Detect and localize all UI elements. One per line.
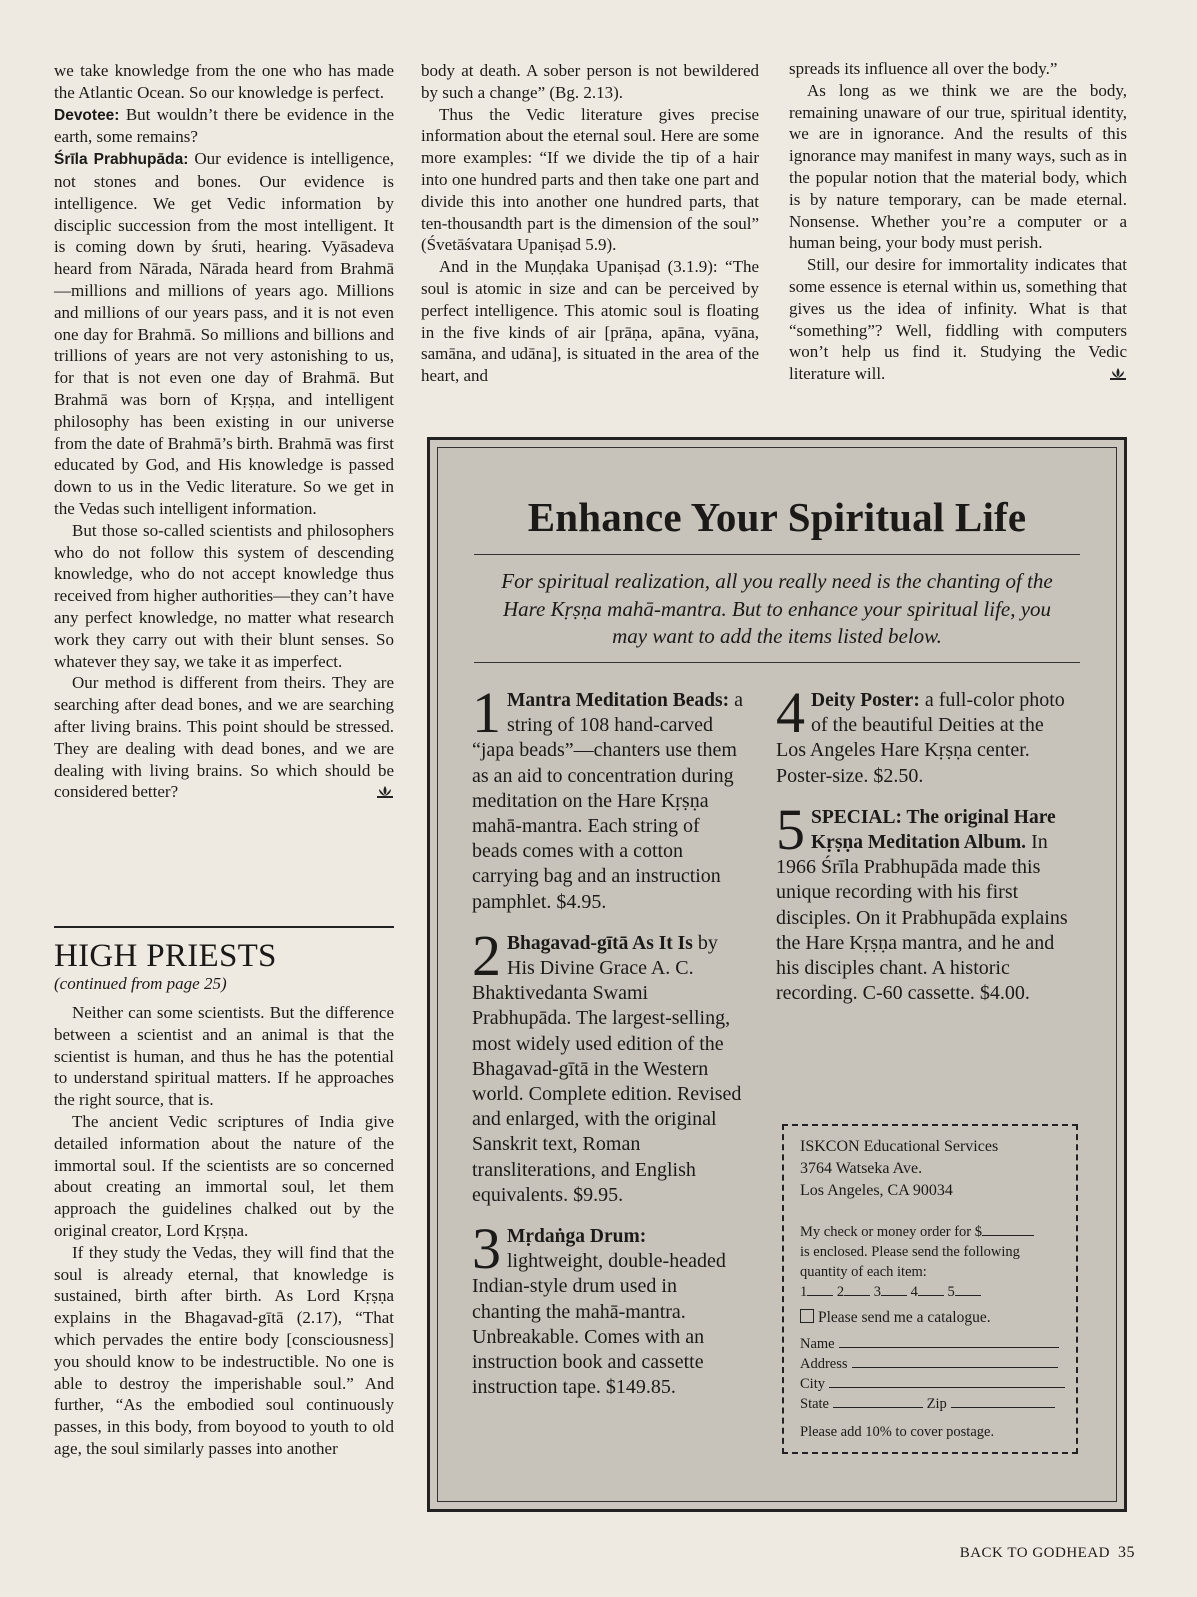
quantity-row xyxy=(800,1282,1070,1302)
city-label: City xyxy=(800,1376,825,1392)
order-address xyxy=(800,1136,998,1202)
quantity-label: 1 xyxy=(800,1284,808,1300)
zip-label: Zip xyxy=(926,1396,947,1412)
paragraph xyxy=(54,672,394,803)
advertisement-inner xyxy=(437,447,1117,1502)
item-number: 4 xyxy=(776,680,805,745)
section-divider xyxy=(54,926,394,928)
quantity-label: 3 xyxy=(873,1284,881,1300)
paragraph-text: Our method is different from theirs. They are searching after dead bones, and we are searching after living brains. This point should be stressed. They are dealing with dead bones, and we are dealing with living brains. So which should be considered better? xyxy=(54,673,394,802)
paragraph: spreads its influence all over the body.” xyxy=(789,59,1058,78)
column-1-lower xyxy=(54,1002,394,1460)
quantity-field[interactable] xyxy=(807,1282,833,1296)
quantity-field[interactable] xyxy=(844,1282,870,1296)
quantity-label: 2 xyxy=(836,1284,845,1300)
city-row xyxy=(800,1374,1070,1394)
item-number: 2 xyxy=(472,922,501,988)
dialogue-devotee xyxy=(54,104,394,149)
advertisement-box xyxy=(427,437,1127,1512)
catalogue-label: Please send me a catalogue. xyxy=(818,1309,991,1326)
divider xyxy=(474,662,1080,663)
ad-item xyxy=(776,680,1076,789)
quantity-label: 4 xyxy=(910,1284,918,1300)
paragraph: But those so-called scientists and philosophers who do not follow this system of descending knowledge, who do not accept knowledge thus received from higher authorities—they can’t have any perfect knowledge, no matter what research work they carry out with their blunt senses. So whatever they say, we take it as imperfect. xyxy=(54,520,394,671)
order-form xyxy=(782,1124,1078,1454)
ad-item xyxy=(472,922,747,1208)
item-number: 3 xyxy=(472,1216,501,1282)
item-title: SPECIAL: The original Hare Kṛṣṇa Meditation Album. xyxy=(811,806,1056,854)
dialogue-text: But wouldn’t there be evidence in the earth, some remains? xyxy=(54,104,394,147)
item-number: 1 xyxy=(472,680,501,745)
ad-intro: For spiritual realization, all you really need is the chanting of the Hare Kṛṣṇa mahā-mantra. But to enhance your spiritual life, you may want to add the items listed below. xyxy=(501,569,1053,648)
address-line: Los Angeles, CA 90034 xyxy=(800,1182,953,1199)
quantity-field[interactable] xyxy=(955,1282,981,1296)
item-description: lightweight, double-headed Indian-style drum used in chanting the mahā-mantra. Unbreakable. Comes with an instruction book and cassette instruction tape. $149.85. xyxy=(472,1250,726,1399)
item-description: a full-color photo of the beautiful Deities at the Los Angeles Hare Kṛṣṇa center. Poster-size. $2.50. xyxy=(776,689,1065,787)
item-title: Mantra Meditation Beads: xyxy=(507,690,730,711)
lotus-end-icon xyxy=(1109,367,1127,381)
name-row xyxy=(800,1334,1070,1354)
item-description: a string of 108 hand-carved “japa beads”—chanters use them as an aid to concentration during meditation on the Hare Kṛṣṇa mahā-mantra. Each string of beads comes with a cotton carrying bag and an instruction pamphlet. $4.95. xyxy=(472,689,743,913)
order-fields xyxy=(800,1222,1070,1442)
state-zip-row xyxy=(800,1394,1070,1414)
postage-note: Please add 10% to cover postage. xyxy=(800,1424,995,1440)
address-label: Address xyxy=(800,1356,848,1372)
check-label: My check or money order for $ xyxy=(800,1224,982,1240)
dialogue-text: Our evidence is intelligence, not stones and bones. Our evidence is intelligence. We get Vedic information by disciplic succession from the most intelligent. It is coming down by śruti, hearing. Vyāsadeva heard from Nārada, Nārada heard from Brahmā—millions and millions of years ago. Millions and millions of our years pass, and it is not even one day for Brahmā. So millions and billions and trillions of years are not very astonishing to us, for that is not even one day of Brahmā. But Brahmā was born of Kṛṣṇa, and intelligent philosophy has been existing in our universe from the date of Brahmā’s birth. Brahmā was first educated by God, and His knowledge is passed down to us in the Vedic literature. So we get in the Vedas such intelligent information. xyxy=(54,149,394,518)
column-1 xyxy=(54,60,394,803)
paragraph: Neither can some scientists. But the difference between a scientist and an animal is that the scientist is human, and thus he has the potential to understand spiritual matters. If he approaches the right source, that is. xyxy=(54,1003,394,1110)
item-title: Mṛdaṅga Drum: xyxy=(507,1226,647,1248)
check-amount-line xyxy=(800,1222,1070,1242)
paragraph: As long as we think we are the body, remaining unaware of our true, spiritual identity, we are in ignorance. And the results of this ignorance may manifest in many ways, such as in the popular notion that the material body, which is by nature temporary, can be made eternal. Nonsense. Whether you’re a computer or a human being, your body must perish. xyxy=(789,80,1127,253)
magazine-name: BACK TO GODHEAD xyxy=(959,1545,1110,1561)
item-description: by His Divine Grace A. C. Bhaktivedanta Swami Prabhupāda. The largest-selling, most widely used edition of the Bhagavad-gītā in the Western world. Complete edition. Revised and enlarged, with the original Sanskrit text, Roman transliterations, and English equivalents. $9.95. xyxy=(472,931,742,1206)
page-number: 35 xyxy=(1118,1544,1135,1561)
catalogue-row xyxy=(800,1308,1070,1328)
name-field[interactable] xyxy=(839,1334,1059,1348)
quantity-label: 5 xyxy=(947,1284,955,1300)
column-3 xyxy=(789,58,1127,385)
section-subtitle: (continued from page 25) xyxy=(54,974,227,993)
speaker-label: Devotee: xyxy=(54,106,120,124)
paragraph: Thus the Vedic literature gives precise information about the eternal soul. Here are some more examples: “If we divide the tip of a hair into one hundred parts and then take one part and divide this into another one hundred parts, that ten-thousandth part is the dimension of the soul” (Śvetāśvatara Upaniṣad 5.9). xyxy=(421,104,759,255)
paragraph: we take knowledge from the one who has made the Atlantic Ocean. So our knowledge is perfect. xyxy=(54,61,394,102)
item-number: 5 xyxy=(776,796,805,862)
enclosed-text: is enclosed. Please send the following quantity of each item: xyxy=(800,1244,1020,1280)
catalogue-checkbox[interactable] xyxy=(800,1309,814,1323)
name-label: Name xyxy=(800,1336,835,1352)
state-field[interactable] xyxy=(833,1394,923,1408)
address-line: 3764 Watseka Ave. xyxy=(800,1160,923,1177)
quantity-field[interactable] xyxy=(918,1282,944,1296)
paragraph: If they study the Vedas, they will find that the soul is already eternal, that knowledge is sustained, birth after birth. As Lord Kṛṣṇa explains in the Bhagavad-gītā (2.17), “That which pervades the entire body [consciousness] you should know to be indestructible. No one is able to destroy the imperishable soul.” And further, “As the embodied soul continuously passes, in this body, from boyood to youth to old age, the soul similarly passes into another xyxy=(54,1242,394,1458)
item-title: Deity Poster: xyxy=(811,690,920,711)
speaker-label: Śrīla Prabhupāda: xyxy=(54,151,189,169)
ad-items-right xyxy=(776,680,1076,1022)
ad-item xyxy=(472,1216,747,1400)
ad-item xyxy=(776,796,1076,1007)
paragraph: body at death. A sober person is not bewildered by such a change” (Bg. 2.13). xyxy=(421,61,759,102)
address-row xyxy=(800,1354,1070,1374)
paragraph xyxy=(789,254,1127,385)
dialogue-prabhupada xyxy=(54,148,394,520)
item-description: In 1966 Śrīla Prabhupāda made this unique recording with his first disciples. On it Prabhupāda explains the Hare Kṛṣṇa mantra, and he and his disciples chant. A historic recording. C-60 cassette. $4.00. xyxy=(776,831,1068,1005)
ad-item xyxy=(472,680,747,915)
ad-title: Enhance Your Spiritual Life xyxy=(527,494,1027,540)
ad-items-left xyxy=(472,680,747,1416)
state-label: State xyxy=(800,1396,829,1412)
lotus-end-icon xyxy=(376,785,394,799)
section-title: HIGH PRIESTS xyxy=(54,938,277,974)
paragraph-text: Still, our desire for immortality indicates that some essence is eternal within us, something that gives us the idea of infinity. What is that “something”? Well, fiddling with computers won’t help us find it. Studying the Vedic literature will. xyxy=(789,255,1127,384)
zip-field[interactable] xyxy=(951,1394,1055,1408)
address-line: ISKCON Educational Services xyxy=(800,1138,999,1155)
item-title: Bhagavad-gītā As It Is xyxy=(507,932,693,954)
column-2 xyxy=(421,60,759,387)
amount-field[interactable] xyxy=(982,1222,1034,1236)
page-footer xyxy=(960,1544,1135,1562)
address-field[interactable] xyxy=(852,1354,1058,1368)
paragraph: The ancient Vedic scriptures of India give detailed information about the nature of the immortal soul. If the scientists are so concerned about creating an immortal soul, let them approach the guidelines chalked out by the original creator, Lord Kṛṣṇa. xyxy=(54,1111,394,1240)
divider xyxy=(474,554,1080,555)
paragraph: And in the Muṇḍaka Upaniṣad (3.1.9): “The soul is atomic in size and can be perceived by perfect intelligence. This atomic soul is floating in the five kinds of air [prāṇa, apāna, vyāna, samāna, and udāna], is situated in the area of the heart, and xyxy=(421,257,759,386)
quantity-field[interactable] xyxy=(881,1282,907,1296)
city-field[interactable] xyxy=(829,1374,1065,1388)
